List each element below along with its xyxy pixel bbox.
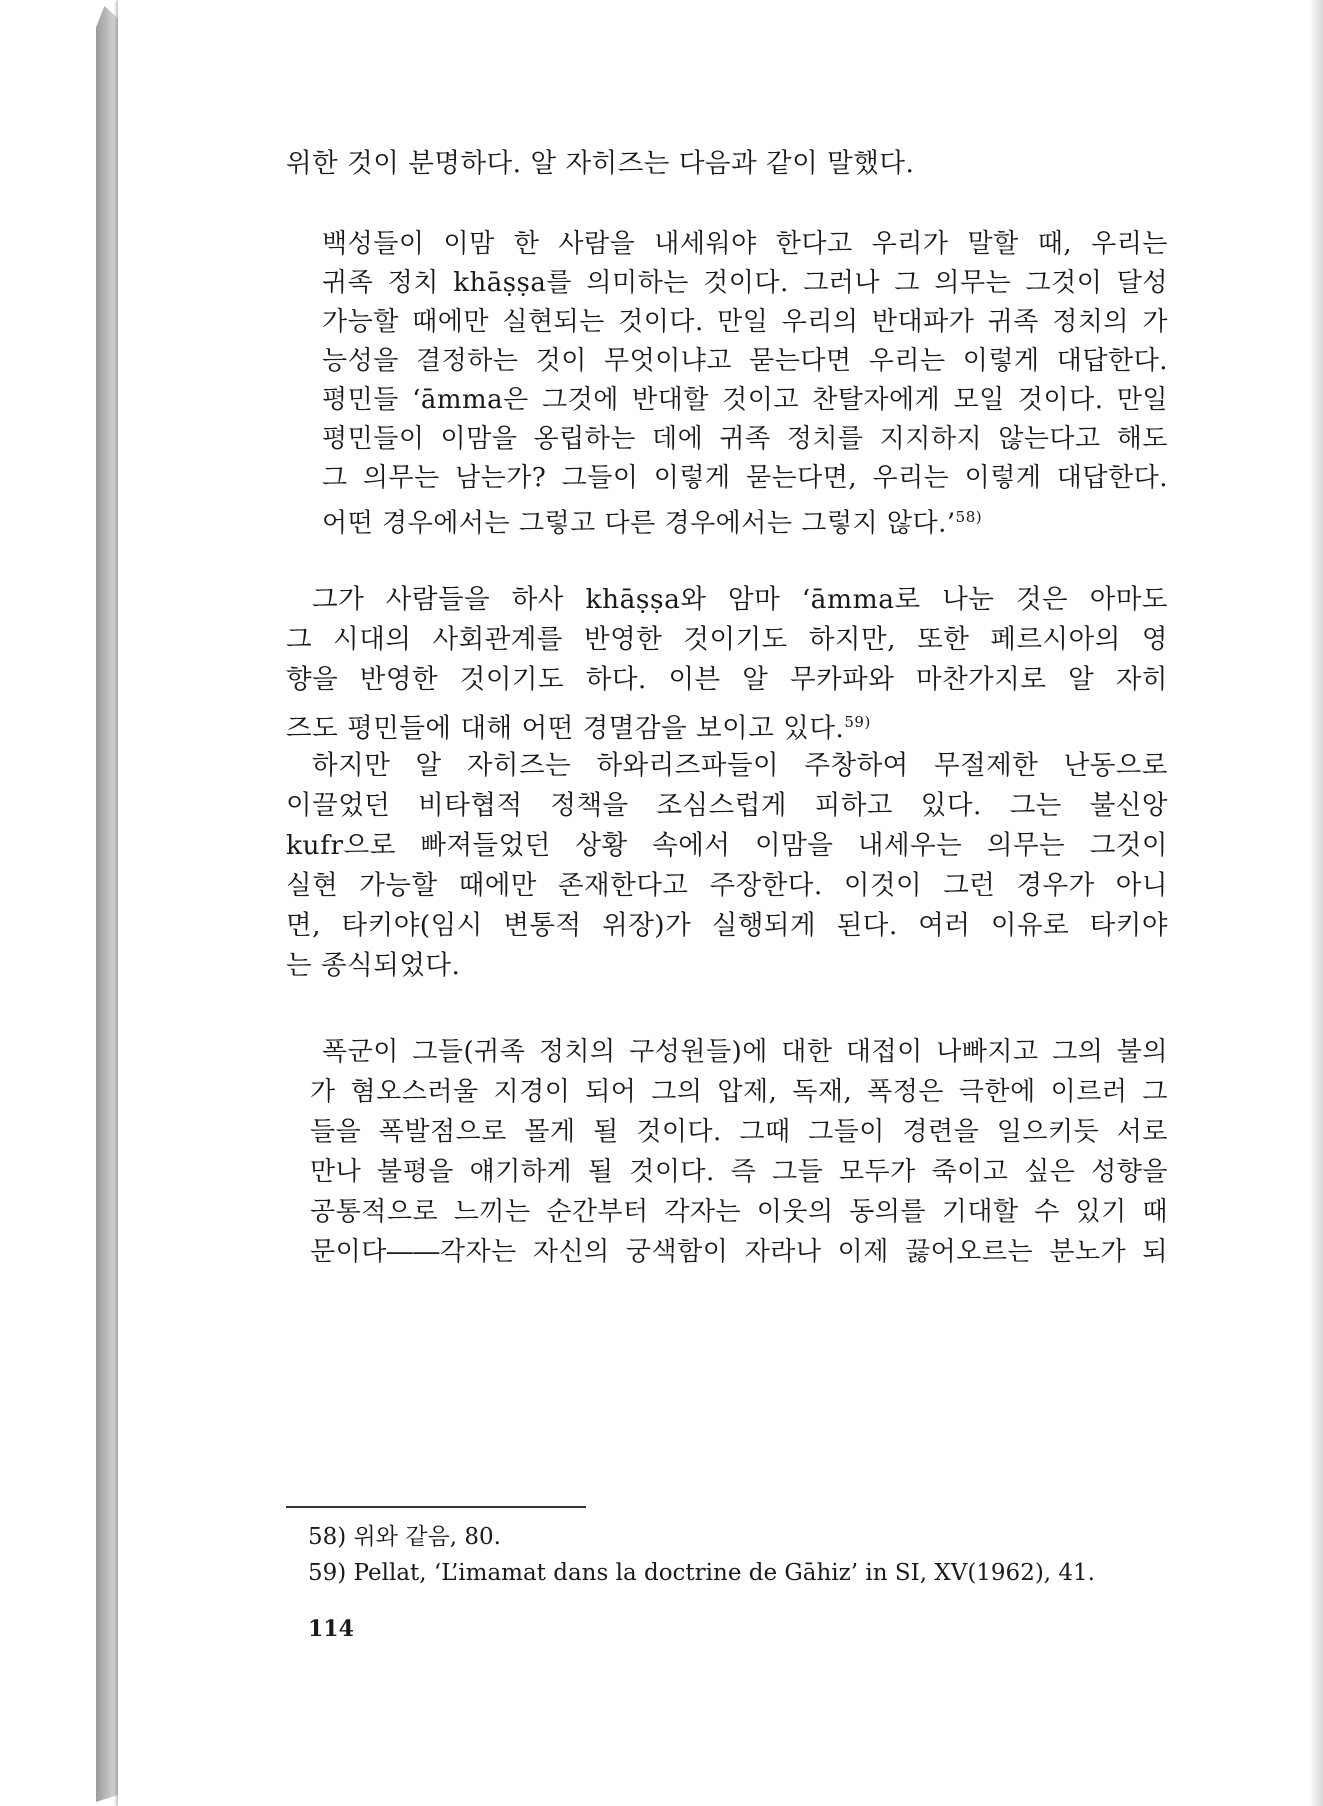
quote1-line: 평민들이 이맘을 옹립하는 데에 귀족 정치를 지지하지 않는다고 해도 xyxy=(322,424,1168,454)
quote1-line: 가능할 때에만 실현되는 것이다. 만일 우리의 반대파가 귀족 정치의 가 xyxy=(322,307,1168,337)
quote2-line: 들을 폭발점으로 몰게 될 것이다. 그때 그들이 경련을 일으키듯 서로 xyxy=(310,1117,1168,1147)
page-edge-shadow xyxy=(1309,0,1323,1806)
para2-line: 향을 반영한 것이기도 하다. 이븐 알 무카파와 마찬가지로 알 자히 xyxy=(286,664,1168,695)
footnote-divider xyxy=(286,1506,586,1508)
quote2-line: 만나 불평을 얘기하게 될 것이다. 즉 그들 모두가 죽이고 싶은 성향을 xyxy=(310,1157,1168,1187)
para3-line: 이끌었던 비타협적 정책을 조심스럽게 피하고 있다. 그는 불신앙 xyxy=(286,790,1168,821)
footnote-ref-59: 59) xyxy=(844,713,871,731)
quote1-line-text: 어떤 경우에서는 그렇고 다른 경우에서는 그렇지 않다.’ xyxy=(322,508,956,539)
para3-line: 는 종식되었다. xyxy=(286,950,461,981)
quote1-line: 능성을 결정하는 것이 무엇이냐고 묻는다면 우리는 이렇게 대답한다. xyxy=(322,346,1168,376)
quote1-line: 백성들이 이맘 한 사람을 내세워야 한다고 우리가 말할 때, 우리는 xyxy=(322,229,1168,259)
quote2-line: 문이다――각자는 자신의 궁색함이 자라나 이제 끓어오르는 분노가 되 xyxy=(310,1237,1168,1267)
quote1-line: 그 의무는 남는가? 그들이 이렇게 묻는다면, 우리는 이렇게 대답한다. xyxy=(322,463,1168,493)
quote1-line: 평민들 ‘āmma은 그것에 반대할 것이고 찬탈자에게 모일 것이다. 만일 xyxy=(322,385,1168,415)
para3-line: kufr으로 빠져들었던 상황 속에서 이맘을 내세우는 의무는 그것이 xyxy=(286,830,1168,861)
para3-line: 하지만 알 자히즈는 하와리즈파들이 주창하여 무절제한 난동으로 xyxy=(312,750,1168,781)
para2-line: 그 시대의 사회관계를 반영한 것이기도 하지만, 또한 페르시아의 영 xyxy=(286,624,1168,655)
para3-line: 실현 가능할 때에만 존재한다고 주장한다. 이것이 그런 경우가 아니 xyxy=(286,870,1168,901)
footnote-58: 58) 위와 같음, 80. xyxy=(308,1524,501,1550)
para2-line-text: 즈도 평민들에 대해 어떤 경멸감을 보이고 있다. xyxy=(286,712,845,744)
footnote-ref-58: 58) xyxy=(955,508,983,526)
footnote-59: 59) Pellat, ‘L’imamat dans la doctrine de Gāhiz’ in SI, XV(1962), 41. xyxy=(308,1560,1095,1586)
para3-line: 면, 타키야(임시 변통적 위장)가 실행되게 된다. 여러 이유로 타키야 xyxy=(286,910,1168,941)
body-line-intro: 위한 것이 분명하다. 알 자히즈는 다음과 같이 말했다. xyxy=(286,148,915,179)
quote2-line: 공통적으로 느끼는 순간부터 각자는 이웃의 동의를 기대할 수 있기 때 xyxy=(310,1197,1168,1227)
page-number: 114 xyxy=(308,1616,354,1642)
para2-line-text: 그가 사람들을 하사 khāṣṣa와 암마 ‘āmma로 나눈 것은 아마도 xyxy=(312,584,1168,615)
quote1-line: 귀족 정치 khāṣṣa를 의미하는 것이다. 그러나 그 의무는 그것이 달성 xyxy=(322,268,1168,298)
para2-line xyxy=(286,578,1168,622)
quote2-line: 폭군이 그들(귀족 정치의 구성원들)에 대한 대접이 나빠지고 그의 불의 xyxy=(322,1037,1168,1067)
quote1-last-line xyxy=(322,495,982,546)
quote2-line: 가 혐오스러울 지경이 되어 그의 압제, 독재, 폭정은 극한에 이르러 그 xyxy=(310,1077,1168,1107)
